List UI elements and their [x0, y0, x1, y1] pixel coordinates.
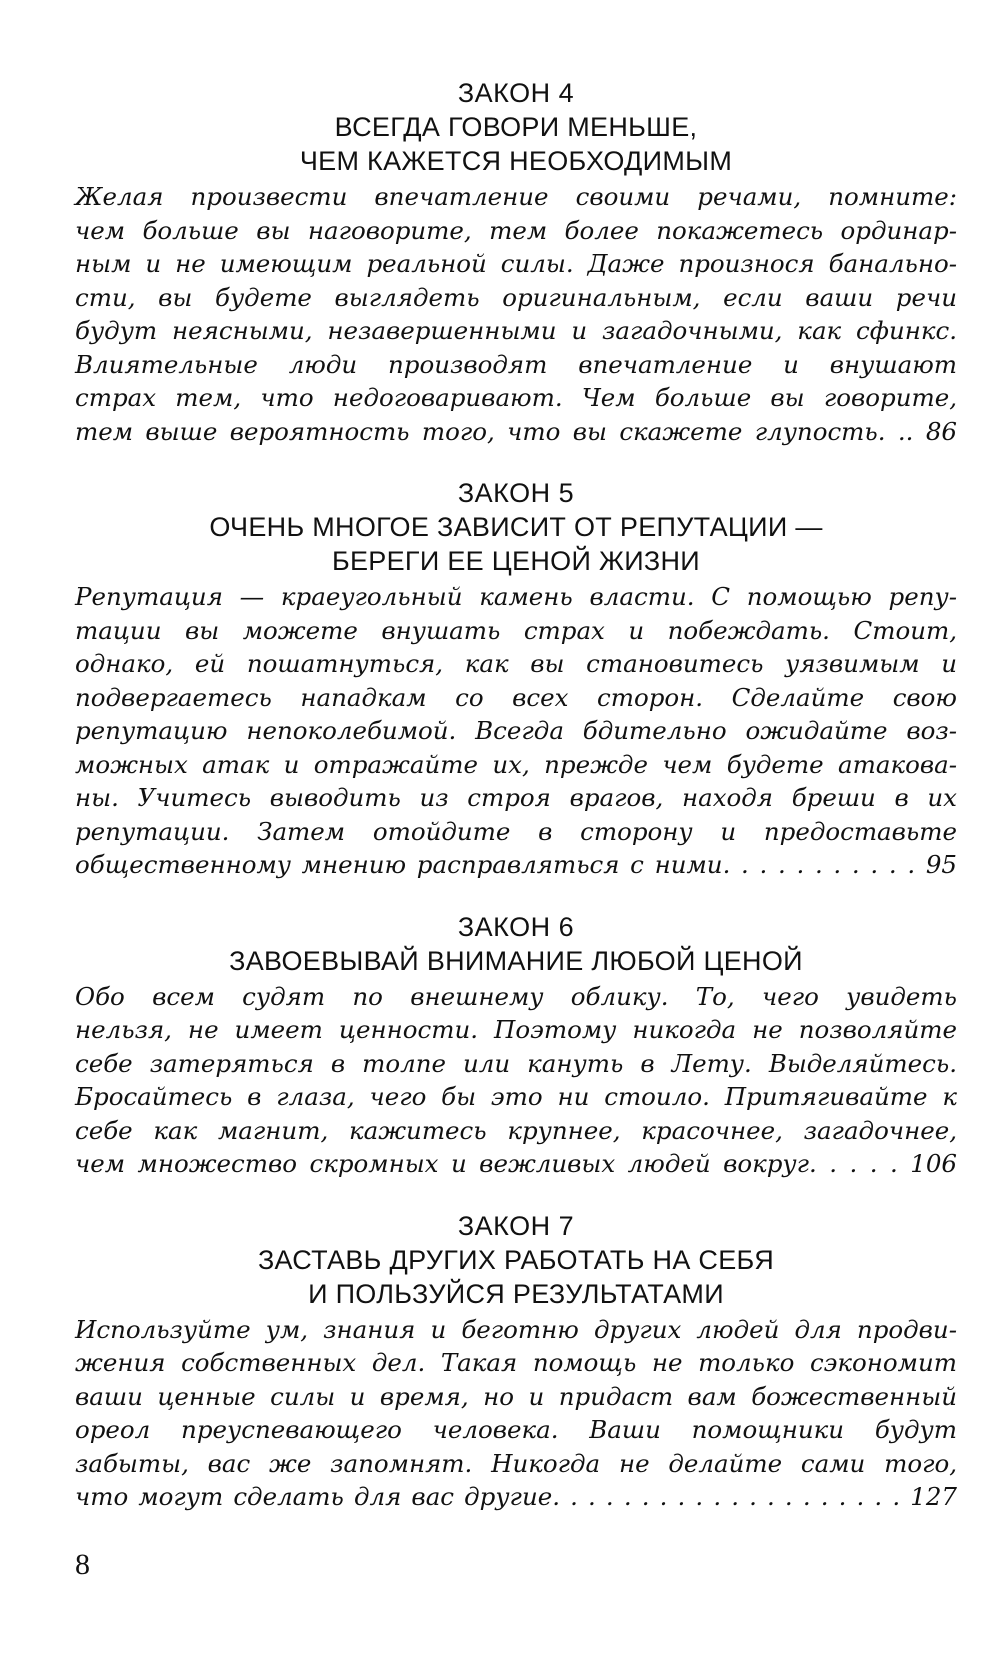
law-title — [75, 944, 957, 978]
desc-line: ваши ценные силы и время, но и придаст вам божественный — [75, 1381, 957, 1411]
law-title-line: ЧЕМ КАЖЕТСЯ НЕОБХОДИМЫМ — [299, 146, 733, 176]
law-description — [75, 580, 957, 882]
law-description — [75, 980, 957, 1181]
law-number: ЗАКОН 4 — [457, 78, 575, 108]
law-title — [75, 110, 957, 178]
law-title-line: БЕРЕГИ ЕЕ ЦЕНОЙ ЖИЗНИ — [331, 546, 701, 576]
desc-line-with-page-ref: тем выше вероятность того, что вы скажете глупость. .. 86 — [75, 416, 957, 446]
desc-line: ным и не имеющим реальной силы. Даже произнося банально- — [75, 249, 957, 278]
desc-line: Бросайтесь в глаза, чего бы это ни стоило. Притягивайте к — [75, 1082, 957, 1111]
law-title-line: ОЧЕНЬ МНОГОЕ ЗАВИСИТ ОТ РЕПУТАЦИИ — — [209, 512, 823, 542]
law-title-line: И ПОЛЬЗУЙСЯ РЕЗУЛЬТАТАМИ — [308, 1278, 724, 1309]
law-section-5 — [75, 476, 957, 882]
law-section-7 — [75, 1209, 957, 1514]
desc-line: тации вы можете внушать страх и побеждать. Стоит, — [75, 615, 957, 645]
desc-line: можных атак и отражайте их, прежде чем будете атакова- — [75, 749, 957, 779]
desc-line-with-page-ref: чем множество скромных и вежливых людей вокруг. . . . . 106 — [75, 1149, 957, 1178]
desc-line: жения собственных дел. Такая помощь не только сэкономит — [75, 1348, 957, 1377]
desc-line-with-page-ref: что могут сделать для вас другие. . . . . . . . . . . . . . . . . . . . 127 — [75, 1482, 957, 1511]
desc-line: подвергаетесь нападкам со всех сторон. Сделайте свою — [75, 682, 957, 712]
desc-line-with-page-ref: общественному мнению расправляться с ними. . . . . . . . . . . 95 — [75, 850, 957, 879]
law-title-line: ЗАСТАВЬ ДРУГИХ РАБОТАТЬ НА СЕБЯ — [257, 1244, 775, 1275]
desc-line: ны. Учитесь выводить из строя врагов, находя бреши в их — [75, 783, 957, 812]
desc-line: Обо всем судят по внешнему облику. То, чего увидеть — [75, 981, 957, 1011]
desc-line: Репутация — краеугольный камень власти. С помощью репу- — [75, 582, 957, 611]
desc-line: чем больше вы наговорите, тем более покажетесь ординар- — [75, 215, 957, 245]
desc-line: себе как магнит, кажитесь крупнее, красочнее, загадочнее, — [75, 1115, 957, 1145]
law-section-4 — [75, 76, 957, 448]
desc-line: страх тем, что недоговаривают. Чем больше вы говорите, — [75, 383, 957, 412]
law-description — [75, 180, 957, 448]
desc-line: будут неясными, незавершенными и загадочными, как сфинкс. — [75, 316, 957, 345]
desc-line: репутацию непоколебимой. Всегда бдительно ожидайте воз- — [75, 716, 957, 745]
law-title — [75, 1243, 957, 1311]
page-number: 8 — [75, 1548, 90, 1581]
desc-line: Желая произвести впечатление своими речами, помните: — [75, 182, 957, 211]
desc-line: сти, вы будете выглядеть оригинальным, если ваши речи — [75, 282, 957, 312]
desc-line: Используйте ум, знания и беготню других людей для продви- — [75, 1314, 957, 1344]
law-number: ЗАКОН 5 — [457, 478, 575, 508]
desc-line: себе затеряться в толпе или кануть в Лету. Выделяйтесь. — [75, 1048, 957, 1078]
desc-line: однако, ей пошатнуться, как вы становитесь уязвимым и — [75, 649, 957, 678]
law-title — [75, 510, 957, 578]
document-page — [75, 76, 957, 1542]
law-number: ЗАКОН 6 — [457, 911, 575, 942]
law-title-line: ЗАВОЕВЫВАЙ ВНИМАНИЕ ЛЮБОЙ ЦЕНОЙ — [229, 945, 803, 976]
desc-line: репутации. Затем отойдите в сторону и предоставьте — [75, 816, 957, 846]
desc-line: нельзя, не имеет ценности. Поэтому никогда не позволяйте — [75, 1015, 957, 1044]
desc-line: Влиятельные люди производят впечатление и внушают — [75, 349, 957, 379]
law-title-line: ВСЕГДА ГОВОРИ МЕНЬШЕ, — [334, 112, 698, 142]
desc-line: забыты, вас же запомнят. Никогда не делайте сами того, — [75, 1448, 957, 1478]
law-number: ЗАКОН 7 — [457, 1210, 575, 1241]
desc-line: ореол преуспевающего человека. Ваши помощники будут — [75, 1415, 957, 1444]
law-description — [75, 1313, 957, 1514]
law-section-6 — [75, 910, 957, 1181]
